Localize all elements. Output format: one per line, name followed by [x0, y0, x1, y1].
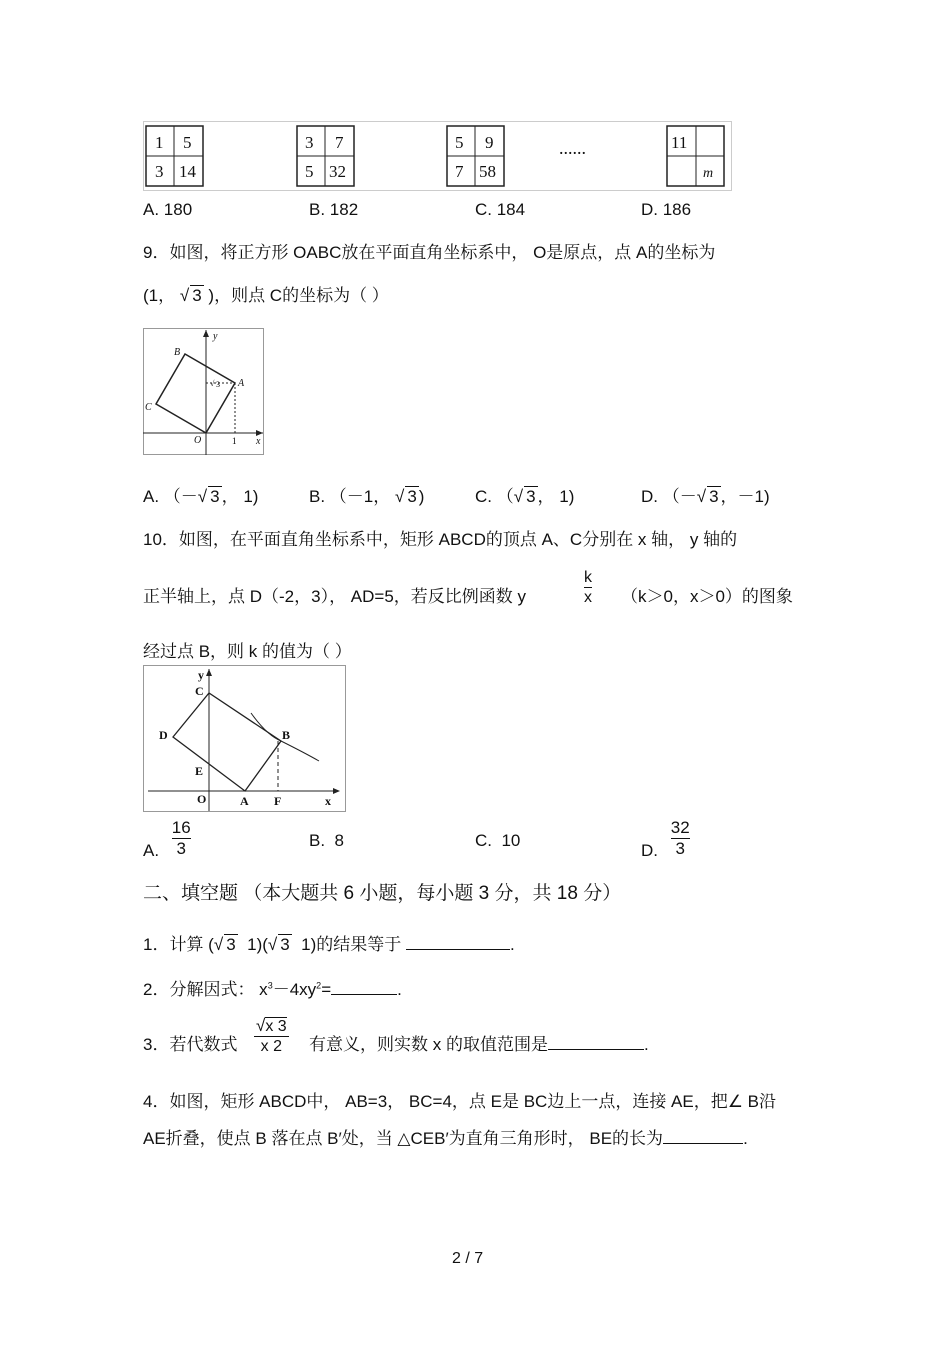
q10-option-c: C. 10 [475, 831, 521, 850]
sqrt-3: √ 3 [696, 487, 719, 506]
grid-3-d: 58 [479, 162, 496, 181]
q9-option-a: A. （－√ 3 ， 1) [143, 487, 259, 506]
q10-fig-x: x [325, 794, 331, 808]
grid-3-a: 5 [455, 133, 464, 152]
q9-fig-O: O [194, 435, 202, 446]
grid-1-a: 1 [155, 133, 164, 152]
fill-2: 2．分解因式： $x^3-4xy^2=$ . [143, 980, 402, 999]
q10-figure [143, 665, 347, 813]
q10-fig-C: C [195, 684, 204, 698]
grid-4 [667, 126, 724, 186]
q8-option-c: C. 184 [475, 200, 526, 219]
sqrt-3: √ 3 [513, 487, 536, 506]
sqrt-3: √ 3 [213, 935, 236, 954]
sqrt-3: √ 3 [394, 487, 417, 506]
q10-fig-F: F [274, 794, 282, 808]
page-number: 2 / 7 [452, 1250, 484, 1267]
q9-line1: 9．如图，将正方形 OABC放在平面直角坐标系中， O是原点，点 A的坐标为 [143, 243, 716, 262]
q10-fig-B: B [282, 728, 291, 742]
q9-fig-sqrt-3: 3 [216, 380, 220, 389]
section-2-heading: 二、填空题 （本大题共 6 小题，每小题 3 分，共 18 分） [143, 883, 622, 904]
q10-option-b: B. 8 [309, 831, 344, 850]
grid-dots: ...... [559, 138, 586, 158]
answer-blank [548, 1049, 644, 1050]
q9-fig-x: x [256, 436, 261, 447]
fill-3-pre: 3．若代数式 [143, 1035, 238, 1054]
q9-option-d: D. （－√ 3 ，－1) [641, 487, 770, 506]
fill-1: 1．计算 (√ 3 1)(√ 3 1)的结果等于 . [143, 935, 515, 954]
grid-1-d: 14 [179, 162, 196, 181]
sqrt-3: √ 3 [197, 487, 220, 506]
q10-line1: 10．如图，在平面直角坐标系中，矩形 ABCD的顶点 A、C分别在 x 轴， y 轴的 [143, 530, 738, 549]
q10-line2-post: （k＞0，x＞0）的图象 [621, 587, 793, 606]
grid-3-c: 7 [455, 162, 464, 181]
q10-fig-A: A [240, 794, 249, 808]
q9-fig-sqrt: √ [210, 379, 215, 388]
q9-fig-B: B [174, 347, 181, 358]
q10-fig-D: D [159, 728, 168, 742]
q9-line2: (1， √ 3 )，则点 C的坐标为（ ） [143, 286, 389, 305]
q9-fig-y: y [213, 331, 218, 342]
grid-2 [297, 126, 354, 186]
q10-option-a: A. $\frac{16}{3}$ [143, 818, 191, 861]
q8-grids [143, 121, 733, 191]
q8-option-b: B. 182 [309, 200, 359, 219]
q9-fig-1: 1 [232, 436, 237, 446]
grid-3 [447, 126, 504, 186]
q10-line3: 经过点 B，则 k 的值为（ ） [143, 642, 352, 661]
q10-option-d: D. $\frac{32}{3}$ [641, 818, 690, 861]
grid-4-d: m [703, 166, 714, 181]
grid-2-b: 7 [335, 133, 344, 152]
fill-4-line2: AE折叠，使点 B 落在点 B′处，当 △CEB′为直角三角形时， BE的长为 . [143, 1129, 748, 1148]
q10-line2: 正半轴上，点 D（-2，3）， AD=5，若反比例函数 y [143, 587, 527, 606]
q10-fraction [584, 568, 592, 607]
answer-blank [406, 949, 510, 950]
grid-3-b: 9 [485, 133, 494, 152]
q10-fig-E: E [195, 764, 204, 778]
fill-3-fraction: $\frac{√x 3}{x 2}$ [256, 1016, 287, 1056]
q9-fig-A: A [238, 378, 245, 389]
grid-2-a: 3 [305, 133, 314, 152]
answer-blank [663, 1143, 743, 1144]
q10-fig-O: O [197, 792, 207, 806]
frac-denominator: x [584, 589, 592, 607]
fill-4-line1: 4．如图，矩形 ABCD中， AB=3， BC=4，点 E是 BC边上一点，连接 AE，把∠ B沿 [143, 1092, 777, 1111]
grid-1-c: 3 [155, 162, 164, 181]
grid-1-b: 5 [183, 133, 192, 152]
answer-blank [331, 994, 397, 995]
grid-2-d: 32 [329, 162, 346, 181]
frac-numerator: k [584, 568, 592, 588]
q10-fig-y: y [198, 668, 204, 682]
q9-figure [143, 328, 265, 456]
fill-3-post: 有意义，则实数 x 的取值范围是 . [309, 1035, 649, 1054]
sqrt-3: √ 3 [267, 935, 290, 954]
grid-4-a: 11 [671, 133, 688, 152]
q8-option-d: D. 186 [641, 200, 692, 219]
q8-option-a: A. 180 [143, 200, 193, 219]
grid-1 [146, 126, 203, 186]
q9-option-c: C. （√ 3 ， 1) [475, 487, 575, 506]
q9-option-b: B. （－1， √ 3 ) [309, 487, 425, 506]
sqrt-3: √ 3 [179, 286, 202, 305]
grid-2-c: 5 [305, 162, 314, 181]
q9-fig-C: C [145, 402, 152, 413]
